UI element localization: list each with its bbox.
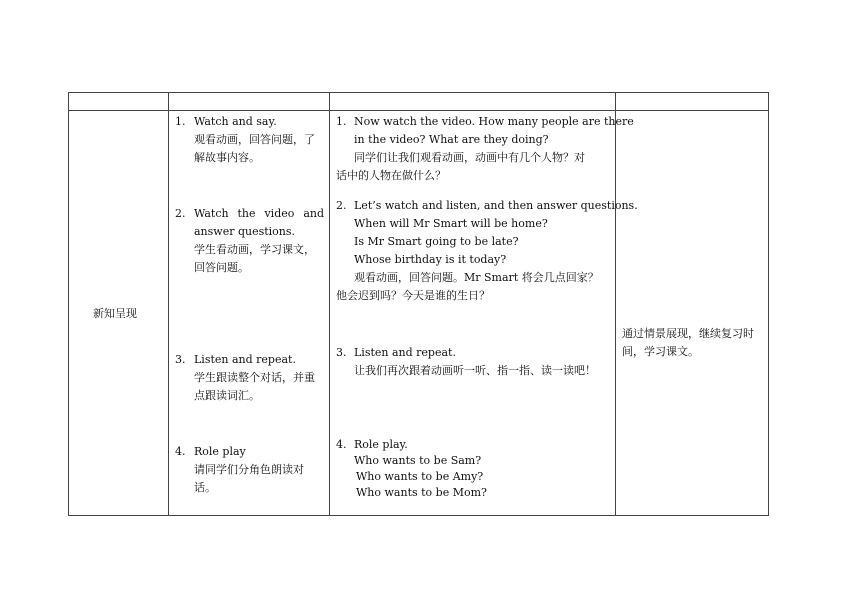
table-border-left [68, 92, 69, 516]
header-row-divider [68, 110, 769, 111]
title-word: the [237, 207, 256, 220]
activity-line: Who wants to be Amy? [356, 470, 484, 483]
activity-note: 学生跟读整个对话，并重 [194, 371, 315, 384]
activity-title: Watch and say. [194, 115, 277, 128]
lesson-table [68, 92, 769, 516]
activity-line: Who wants to be Sam? [354, 454, 482, 467]
activity-line: Listen and repeat. [354, 346, 456, 359]
table-border-right [768, 92, 769, 516]
column-divider-2 [329, 92, 330, 516]
column-divider-3 [615, 92, 616, 516]
activity-line: Who wants to be Mom? [356, 486, 487, 499]
purpose-line: 通过情景展现，继续复习时 [622, 327, 754, 340]
activity-line: 让我们再次跟着动画听一听、指一指、读一读吧！ [354, 364, 596, 377]
activity-title: Listen and repeat. [194, 353, 296, 366]
list-number: 4. [175, 445, 186, 458]
activity-line: Let’s watch and listen, and then answer questions. [354, 199, 638, 212]
list-number: 2. [175, 207, 186, 220]
activity-line: Now watch the video. How many people are there [354, 115, 634, 128]
list-number: 1. [175, 115, 186, 128]
list-number: 4. [336, 438, 347, 451]
list-number: 3. [336, 346, 347, 359]
activity-line: Whose birthday is it today? [354, 253, 507, 266]
activity-line: 话中的人物在做什么？ [336, 169, 446, 182]
purpose-line: 间，学习课文。 [622, 345, 699, 358]
activity-line: Is Mr Smart going to be late? [354, 235, 519, 248]
activity-note: 学生看动画，学习课文， [194, 243, 315, 256]
activity-line: 观看动画，回答问题。Mr Smart 将会几点回家？ [354, 271, 599, 284]
table-border-bottom [68, 515, 769, 516]
activity-line: Role play. [354, 438, 408, 451]
activity-line: When will Mr Smart will be home? [354, 217, 548, 230]
title-word: Watch [194, 207, 229, 220]
activity-note: 回答问题。 [194, 261, 249, 274]
list-number: 3. [175, 353, 186, 366]
column-divider-1 [168, 92, 169, 516]
activity-title: Role play [194, 445, 246, 458]
activity-line: 同学们让我们观看动画，动画中有几个人物？对 [354, 151, 585, 164]
activity-line: 他会迟到吗？今天是谁的生日？ [336, 289, 490, 302]
activity-title [194, 205, 324, 223]
activity-title-cont: answer questions. [194, 225, 296, 238]
list-number: 2. [336, 199, 347, 212]
activity-note: 话。 [194, 481, 216, 494]
activity-line: in the video? What are they doing? [354, 133, 549, 146]
title-word: and [303, 207, 324, 220]
activity-note: 点跟读词汇。 [194, 389, 260, 402]
table-border-top [68, 92, 769, 93]
activity-note: 观看动画，回答问题，了 [194, 133, 315, 146]
title-word: video [264, 207, 295, 220]
stage-label: 新知呈现 [93, 307, 137, 320]
activity-note: 请同学们分角色朗读对 [194, 463, 304, 476]
list-number: 1. [336, 115, 347, 128]
activity-note: 解故事内容。 [194, 151, 260, 164]
